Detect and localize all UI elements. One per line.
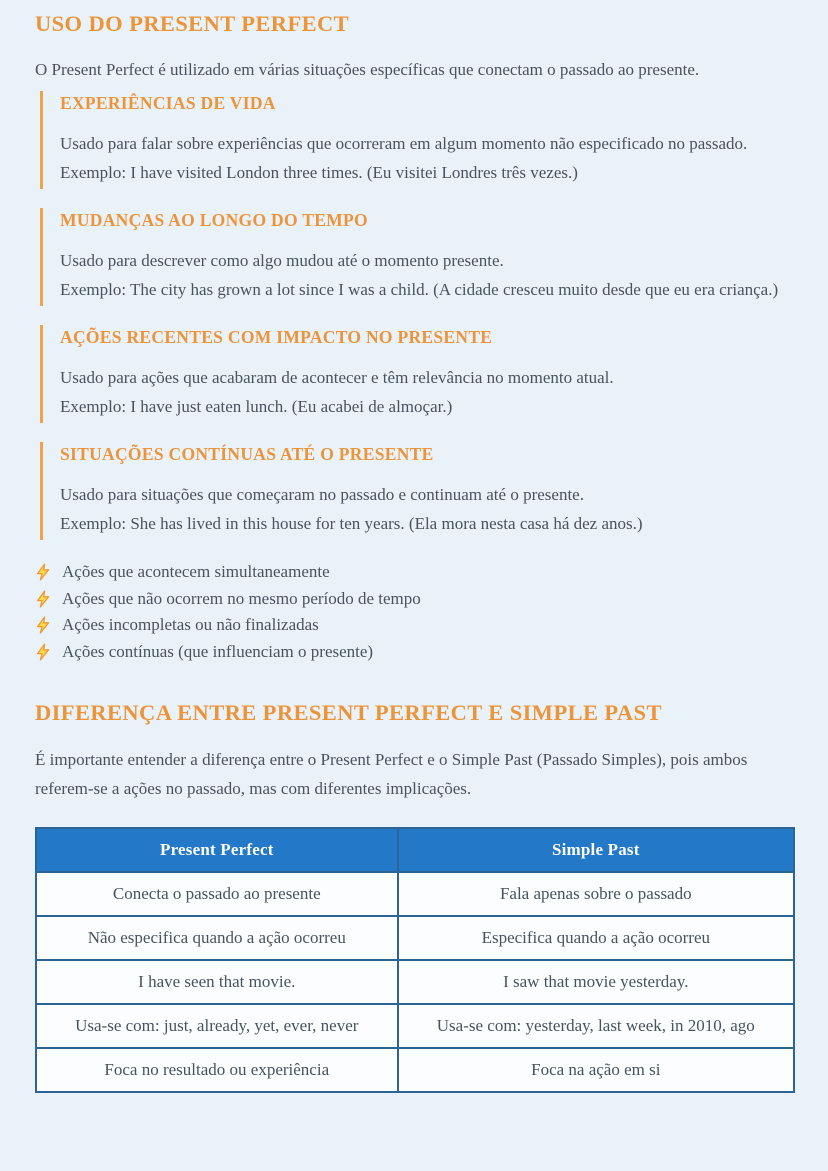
table-header-row: [36, 828, 794, 872]
table-header-present-perfect: Present Perfect: [36, 828, 398, 872]
table-cell-simple-past: I saw that movie yesterday.: [398, 960, 794, 1004]
lightning-icon: [35, 643, 51, 661]
usage-list-item-label: Ações contínuas (que influenciam o presente): [62, 641, 374, 661]
subsection: [40, 91, 795, 189]
table-cell-simple-past: Foca na ação em si: [398, 1048, 794, 1092]
table-row: [36, 960, 794, 1004]
subsection: [40, 208, 795, 306]
usage-list-item: [35, 639, 795, 666]
lightning-icon: [35, 590, 51, 608]
subsection: [40, 442, 795, 540]
subsection-example: Exemplo: I have just eaten lunch. (Eu acabei de almoçar.): [60, 396, 453, 416]
page-title: USO DO PRESENT PERFECT: [35, 11, 350, 36]
subsection-example: Exemplo: She has lived in this house for ten years. (Ela mora nesta casa há dez anos.): [60, 513, 643, 533]
intro-paragraph: O Present Perfect é utilizado em várias situações específicas que conectam o passado ao presente.: [35, 60, 700, 79]
subsection-title: MUDANÇAS AO LONGO DO TEMPO: [60, 210, 368, 230]
usage-list-item-label: Ações incompletas ou não finalizadas: [62, 615, 319, 634]
usage-list-item: [35, 586, 795, 613]
subsection-example: Exemplo: I have visited London three times. (Eu visitei Londres três vezes.): [60, 162, 578, 182]
table-row: [36, 872, 794, 916]
table-row: [36, 1004, 794, 1048]
lightning-icon: [35, 563, 51, 581]
table-cell-present-perfect: Foca no resultado ou experiência: [36, 1048, 398, 1092]
subsection-example: Exemplo: The city has grown a lot since I was a child. (A cidade cresceu muito desde que eu era criança.): [60, 279, 779, 299]
subsection-description: Usado para falar sobre experiências que ocorreram em algum momento não especificado no passado.: [60, 134, 748, 153]
table-cell-present-perfect: Usa-se com: just, already, yet, ever, never: [36, 1004, 398, 1048]
subsection: [40, 325, 795, 423]
table-cell-present-perfect: Conecta o passado ao presente: [36, 872, 398, 916]
subsection-title: SITUAÇÕES CONTÍNUAS ATÉ O PRESENTE: [60, 444, 434, 464]
table-header-simple-past: Simple Past: [398, 828, 794, 872]
table-row: [36, 916, 794, 960]
usage-list-item: [35, 559, 795, 586]
lightning-icon: [35, 616, 51, 634]
subsection-title: EXPERIÊNCIAS DE VIDA: [60, 93, 276, 113]
comparison-table: [35, 827, 795, 1093]
table-cell-present-perfect: I have seen that movie.: [36, 960, 398, 1004]
usage-list-item-label: Ações que não ocorrem no mesmo período de tempo: [62, 588, 421, 608]
usage-list: [35, 559, 795, 665]
table-cell-present-perfect: Não especifica quando a ação ocorreu: [36, 916, 398, 960]
comparison-title: DIFERENÇA ENTRE PRESENT PERFECT E SIMPLE PAST: [35, 700, 662, 725]
usage-list-item: [35, 612, 795, 639]
table-cell-simple-past: Especifica quando a ação ocorreu: [398, 916, 794, 960]
table-cell-simple-past: Fala apenas sobre o passado: [398, 872, 794, 916]
usage-list-item-label: Ações que acontecem simultaneamente: [62, 562, 330, 581]
subsection-description: Usado para ações que acabaram de acontecer e têm relevância no momento atual.: [60, 368, 614, 387]
subsection-title: AÇÕES RECENTES COM IMPACTO NO PRESENTE: [60, 327, 493, 347]
comparison-intro: É importante entender a diferença entre o Present Perfect e o Simple Past (Passado Simples), pois ambos referem-se a ações no passado, mas com diferentes implicações.: [35, 750, 748, 798]
subsection-description: Usado para descrever como algo mudou até o momento presente.: [60, 251, 504, 270]
subsection-description: Usado para situações que começaram no passado e continuam até o presente.: [60, 485, 584, 504]
table-cell-simple-past: Usa-se com: yesterday, last week, in 2010, ago: [398, 1004, 794, 1048]
table-row: [36, 1048, 794, 1092]
